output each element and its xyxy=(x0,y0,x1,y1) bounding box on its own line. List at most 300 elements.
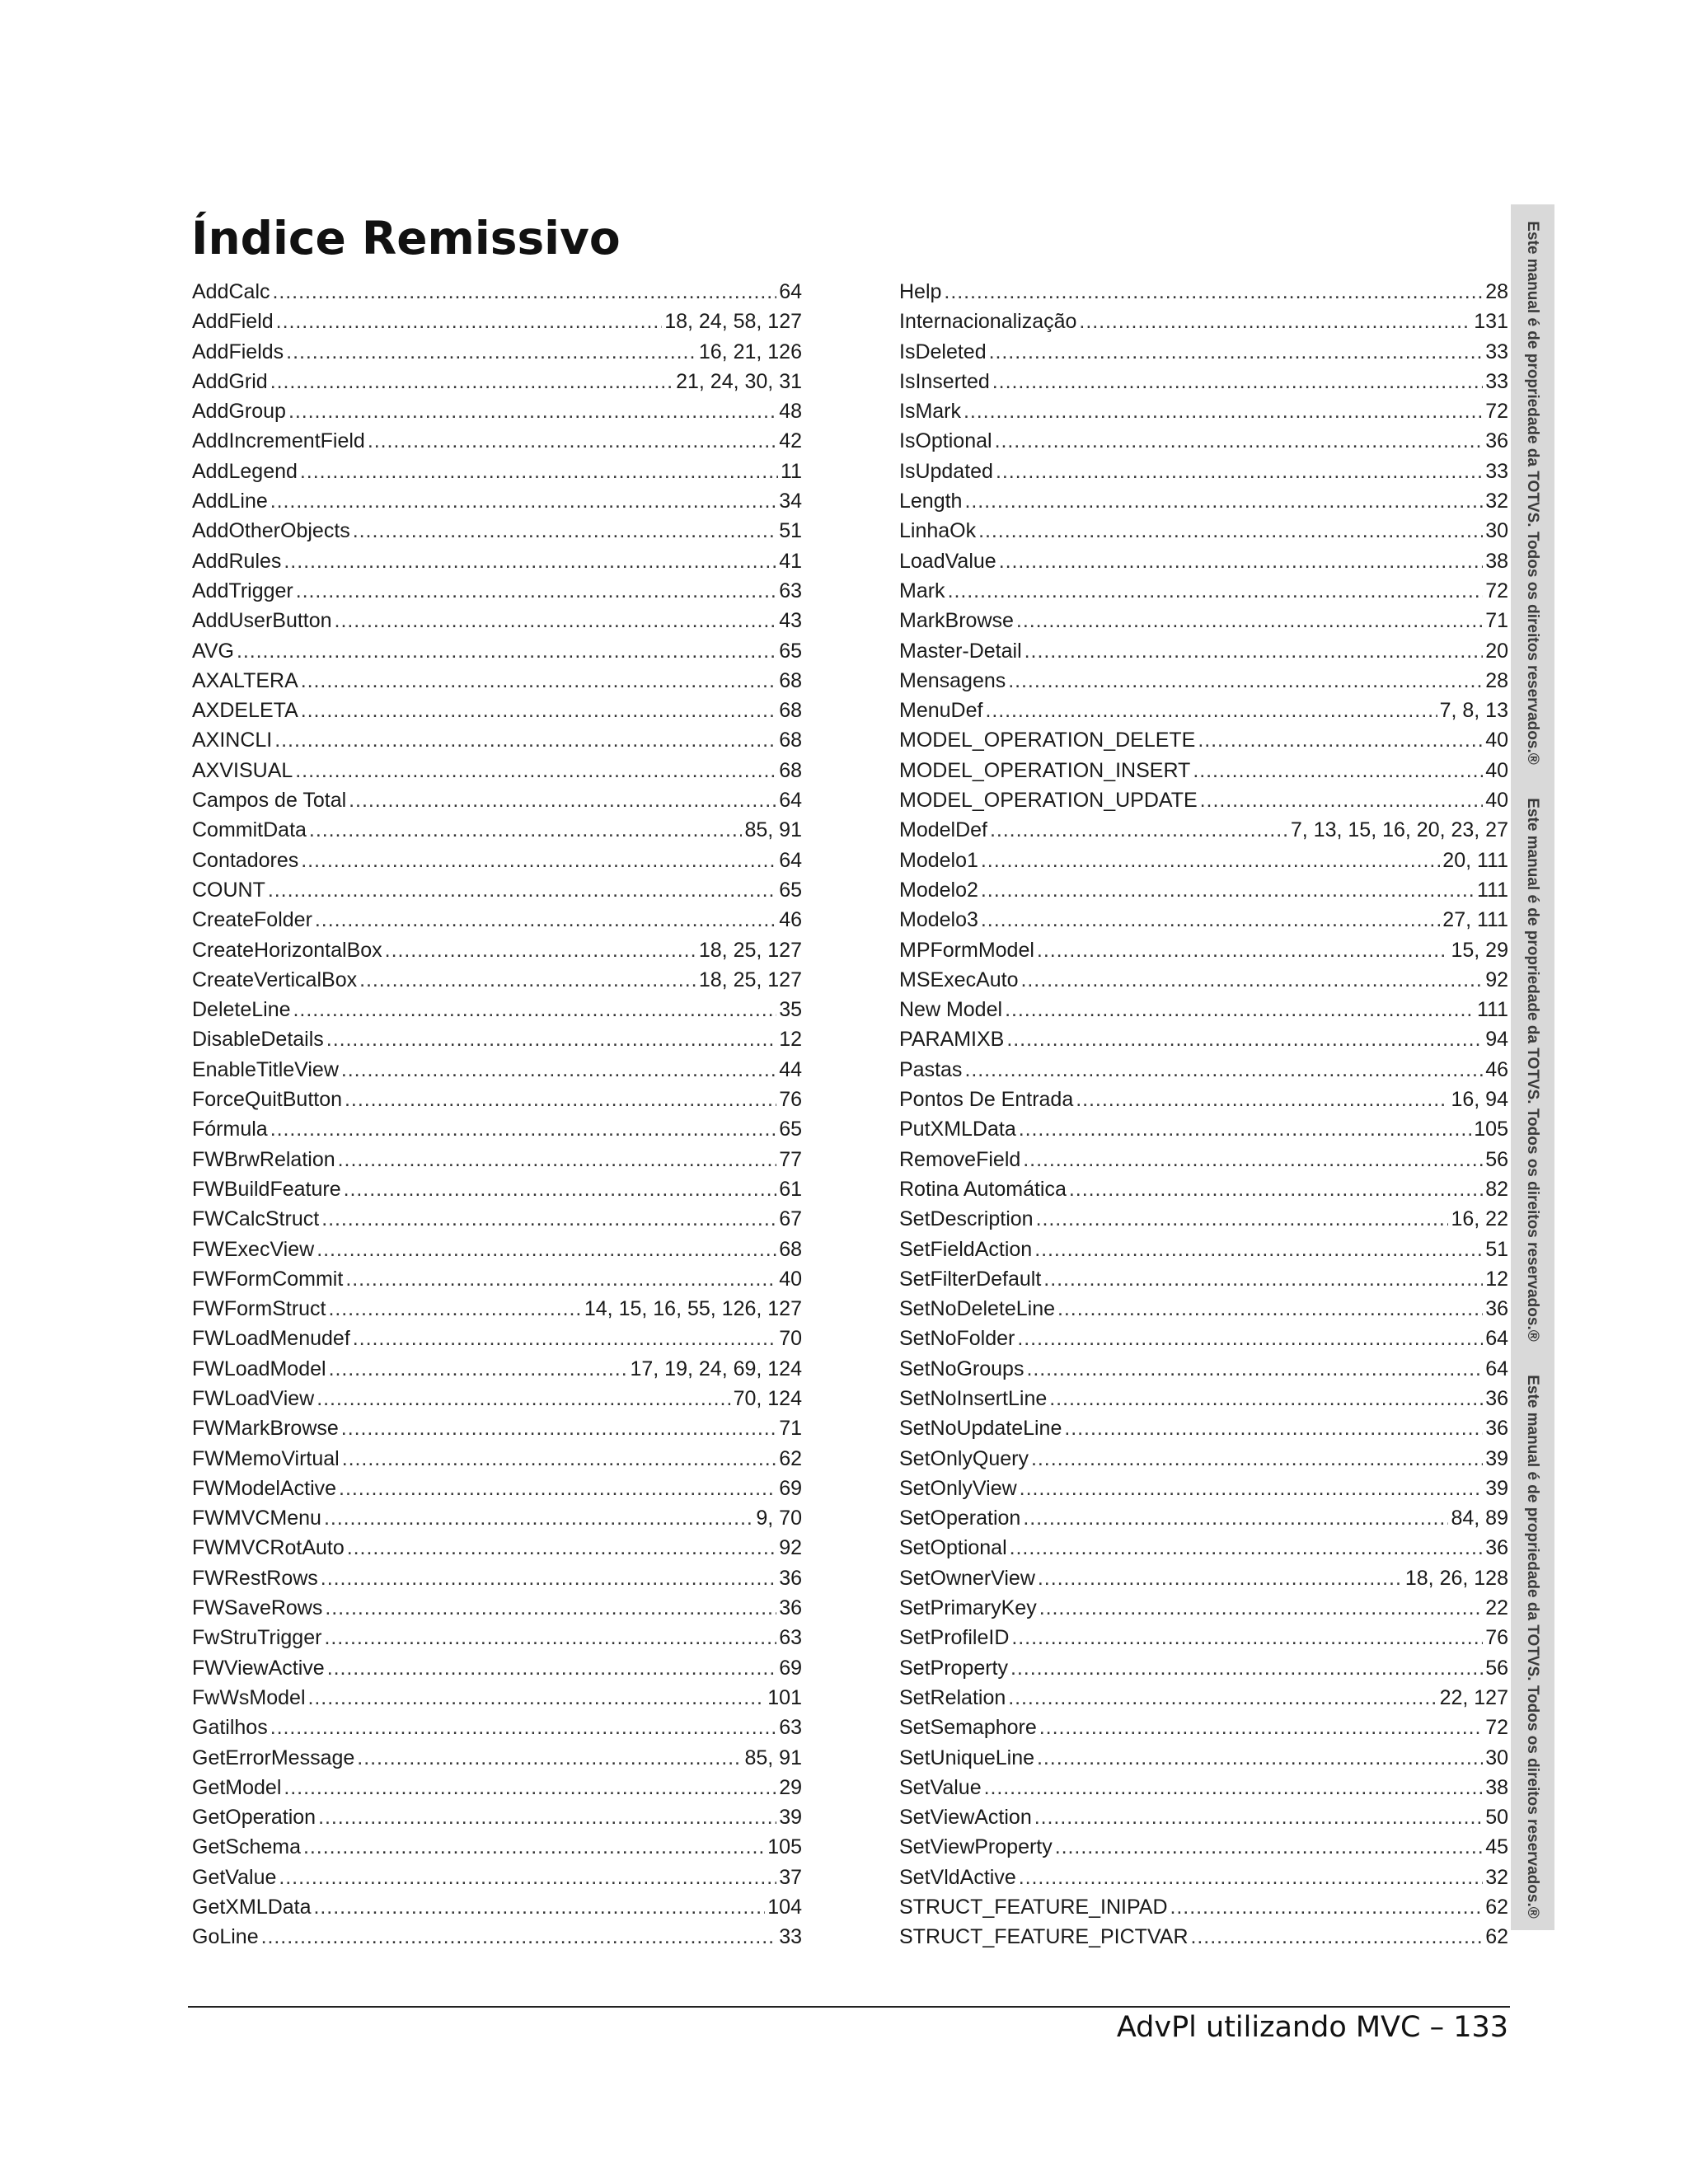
index-entry xyxy=(192,815,802,845)
index-term: Fórmula xyxy=(192,1118,268,1141)
index-entry xyxy=(192,1533,802,1563)
index-pages: 64 xyxy=(779,848,802,872)
dot-leader xyxy=(1011,1623,1483,1652)
index-entry xyxy=(899,1773,1508,1802)
index-term: MarkBrowse xyxy=(899,609,1014,633)
index-pages: 111 xyxy=(1476,998,1508,1022)
dot-leader xyxy=(273,277,777,307)
index-term: SetNoGroups xyxy=(899,1357,1025,1380)
index-term: STRUCT_FEATURE_PICTVAR xyxy=(899,1925,1189,1949)
index-pages: 82 xyxy=(1485,1177,1508,1201)
index-term: Modelo3 xyxy=(899,908,978,932)
index-entry xyxy=(899,307,1508,336)
index-term: SetProperty xyxy=(899,1656,1009,1680)
dot-leader xyxy=(325,1593,776,1623)
index-pages: 28 xyxy=(1485,668,1508,692)
index-entry xyxy=(899,1593,1508,1623)
index-entry xyxy=(192,457,802,486)
index-entry xyxy=(899,1474,1508,1503)
index-pages: 64 xyxy=(1485,1357,1508,1380)
index-entry xyxy=(192,1922,802,1952)
index-term: CommitData xyxy=(192,818,307,842)
dot-leader xyxy=(1198,725,1483,755)
index-term: FWMVCRotAuto xyxy=(192,1536,345,1560)
dot-leader xyxy=(385,935,696,965)
index-entry xyxy=(192,1683,802,1713)
index-term: CreateFolder xyxy=(192,908,312,932)
index-pages: 48 xyxy=(779,400,802,424)
dot-leader xyxy=(1017,1324,1483,1353)
dot-leader xyxy=(301,666,776,696)
index-entry xyxy=(192,1204,802,1234)
index-term: AXVISUAL xyxy=(192,758,293,782)
index-pages: 32 xyxy=(1485,490,1508,513)
index-pages: 21, 24, 30, 31 xyxy=(676,369,802,393)
dot-leader xyxy=(270,367,673,396)
index-pages: 68 xyxy=(779,668,802,692)
index-term: SetNoUpdateLine xyxy=(899,1417,1062,1441)
copyright-sidebar xyxy=(1511,204,1554,1930)
index-entry xyxy=(899,457,1508,486)
index-entry xyxy=(192,1743,802,1773)
index-pages: 94 xyxy=(1485,1028,1508,1052)
footer-rule xyxy=(188,2006,1510,2008)
dot-leader xyxy=(1069,1174,1483,1204)
index-pages: 72 xyxy=(1485,579,1508,602)
index-term: SetSemaphore xyxy=(899,1716,1037,1740)
index-pages: 92 xyxy=(779,1536,802,1560)
index-pages: 40 xyxy=(779,1267,802,1291)
dot-leader xyxy=(1006,1024,1483,1054)
index-term: IsOptional xyxy=(899,429,992,453)
index-entry xyxy=(192,337,802,367)
index-term: DeleteLine xyxy=(192,998,291,1022)
dot-leader xyxy=(324,1623,776,1652)
index-entry xyxy=(192,1324,802,1353)
index-term: SetViewAction xyxy=(899,1806,1032,1830)
dot-leader xyxy=(279,1863,776,1892)
dot-leader xyxy=(1020,1474,1484,1503)
dot-leader xyxy=(981,875,1475,905)
index-pages: 29 xyxy=(779,1775,802,1799)
index-pages: 33 xyxy=(779,1925,802,1949)
dot-leader xyxy=(341,1055,776,1085)
dot-leader xyxy=(338,1145,777,1174)
index-pages: 35 xyxy=(779,998,802,1022)
index-pages: 105 xyxy=(1474,1118,1508,1141)
dot-leader xyxy=(345,1085,776,1114)
index-term: AddIncrementField xyxy=(192,429,365,453)
index-pages: 22 xyxy=(1485,1596,1508,1620)
dot-leader xyxy=(349,785,776,815)
dot-leader xyxy=(261,1922,777,1952)
index-pages: 39 xyxy=(779,1806,802,1830)
dot-leader xyxy=(335,606,777,635)
dot-leader xyxy=(984,1773,1484,1802)
footer-page-label: AdvPl utilizando MVC – 133 xyxy=(1116,2011,1508,2044)
dot-leader xyxy=(1019,1114,1472,1144)
index-term: SetNoDeleteLine xyxy=(899,1297,1056,1321)
index-term: GetValue xyxy=(192,1865,277,1889)
index-term: FWCalcStruct xyxy=(192,1207,320,1231)
index-term: Help xyxy=(899,280,942,303)
index-pages: 51 xyxy=(779,519,802,543)
index-entry xyxy=(899,1294,1508,1324)
index-entry xyxy=(192,1802,802,1832)
copyright-notice: Este manual é de propriedade da TOTVS. Todos os direitos reservados.® xyxy=(1524,221,1541,765)
dot-leader xyxy=(1023,1503,1448,1533)
dot-leader xyxy=(1079,307,1471,336)
index-term: SetUniqueLine xyxy=(899,1746,1035,1769)
dot-leader xyxy=(1064,1413,1483,1443)
index-entry xyxy=(899,1055,1508,1085)
dot-leader xyxy=(284,1773,776,1802)
index-pages: 9, 70 xyxy=(756,1507,802,1530)
index-entry xyxy=(192,1085,802,1114)
index-pages: 36 xyxy=(1485,1386,1508,1410)
dot-leader xyxy=(1025,636,1484,666)
index-term: Modelo1 xyxy=(899,848,978,872)
dot-leader xyxy=(978,516,1483,546)
dot-leader xyxy=(1049,1384,1483,1413)
index-pages: 18, 26, 128 xyxy=(1404,1566,1508,1590)
index-term: SetFieldAction xyxy=(899,1237,1033,1261)
index-pages: 69 xyxy=(779,1476,802,1500)
index-entry xyxy=(899,396,1508,426)
index-entry xyxy=(192,576,802,606)
index-term: GetSchema xyxy=(192,1835,302,1859)
index-pages: 70 xyxy=(779,1327,802,1351)
dot-leader xyxy=(1038,1563,1403,1593)
index-term: Mensagens xyxy=(899,668,1006,692)
index-term: PARAMIXB xyxy=(899,1028,1005,1052)
index-term: CreateVerticalBox xyxy=(192,968,358,991)
index-pages: 38 xyxy=(1485,1775,1508,1799)
index-term: SetOnlyView xyxy=(899,1476,1017,1500)
index-term: MenuDef xyxy=(899,699,983,723)
index-term: FWMemoVirtual xyxy=(192,1446,340,1470)
dot-leader xyxy=(268,875,776,905)
index-term: Mark xyxy=(899,579,945,602)
index-term: FWLoadView xyxy=(192,1386,315,1410)
dot-leader xyxy=(329,1294,582,1324)
index-pages: 56 xyxy=(1485,1147,1508,1171)
index-pages: 39 xyxy=(1485,1476,1508,1500)
index-term: FWViewActive xyxy=(192,1656,325,1680)
index-term: Length xyxy=(899,490,963,513)
dot-leader xyxy=(981,905,1440,935)
index-entry xyxy=(899,1653,1508,1683)
index-pages: 84, 89 xyxy=(1451,1507,1508,1530)
index-term: GoLine xyxy=(192,1925,259,1949)
index-pages: 85, 91 xyxy=(744,818,802,842)
index-pages: 20 xyxy=(1485,639,1508,663)
index-pages: 105 xyxy=(767,1835,802,1859)
index-entry xyxy=(899,1713,1508,1742)
index-term: AXINCLI xyxy=(192,729,273,752)
index-term: FwStruTrigger xyxy=(192,1626,322,1650)
dot-leader xyxy=(1008,666,1483,696)
index-entry xyxy=(192,1892,802,1922)
index-entry xyxy=(899,516,1508,546)
dot-leader xyxy=(1005,995,1475,1024)
index-pages: 12 xyxy=(1485,1267,1508,1291)
index-entry xyxy=(899,1832,1508,1862)
dot-leader xyxy=(288,396,776,426)
dot-leader xyxy=(345,1264,776,1294)
index-pages: 62 xyxy=(1485,1925,1508,1949)
index-column-left xyxy=(192,277,802,1952)
index-entry xyxy=(192,1623,802,1652)
dot-leader xyxy=(286,337,696,367)
index-pages: 62 xyxy=(779,1446,802,1470)
index-entry xyxy=(899,1533,1508,1563)
index-pages: 45 xyxy=(1485,1835,1508,1859)
index-entry xyxy=(192,367,802,396)
dot-leader xyxy=(321,1563,776,1593)
index-entry xyxy=(192,1235,802,1264)
dot-leader xyxy=(353,516,776,546)
index-pages: 51 xyxy=(1485,1237,1508,1261)
index-entry xyxy=(192,516,802,546)
index-entry xyxy=(899,1354,1508,1384)
index-term: FWMarkBrowse xyxy=(192,1417,339,1441)
dot-leader xyxy=(237,636,776,666)
index-pages: 30 xyxy=(1485,1746,1508,1769)
index-entry xyxy=(899,1503,1508,1533)
index-pages: 36 xyxy=(1485,1297,1508,1321)
index-pages: 36 xyxy=(779,1566,802,1590)
dot-leader xyxy=(341,1413,776,1443)
dot-leader xyxy=(284,546,776,576)
index-entry xyxy=(899,606,1508,635)
index-term: GetModel xyxy=(192,1775,282,1799)
dot-leader xyxy=(301,696,776,725)
index-entry xyxy=(899,1623,1508,1652)
index-entry xyxy=(192,1384,802,1413)
index-entry xyxy=(899,666,1508,696)
index-entry xyxy=(192,1024,802,1054)
index-pages: 56 xyxy=(1485,1656,1508,1680)
index-term: LoadValue xyxy=(899,549,996,573)
index-entry xyxy=(899,935,1508,965)
dot-leader xyxy=(1055,1832,1483,1862)
index-pages: 33 xyxy=(1485,340,1508,363)
dot-leader xyxy=(985,696,1437,725)
index-term: SetNoInsertLine xyxy=(899,1386,1048,1410)
index-entry xyxy=(899,576,1508,606)
index-entry xyxy=(192,1413,802,1443)
dot-leader xyxy=(326,1024,776,1054)
dot-leader xyxy=(1021,965,1484,995)
index-pages: 65 xyxy=(779,878,802,902)
index-pages: 42 xyxy=(779,429,802,453)
dot-leader xyxy=(270,1114,777,1144)
dot-leader xyxy=(339,1474,776,1503)
index-entry xyxy=(192,725,802,755)
index-entry xyxy=(192,1055,802,1085)
index-term: GetErrorMessage xyxy=(192,1746,355,1769)
index-entry xyxy=(899,1324,1508,1353)
index-pages: 36 xyxy=(1485,1536,1508,1560)
index-term: GetOperation xyxy=(192,1806,316,1830)
index-entry xyxy=(192,1114,802,1144)
index-term: MODEL_OPERATION_DELETE xyxy=(899,729,1196,752)
index-term: SetRelation xyxy=(899,1685,1006,1709)
index-pages: 12 xyxy=(779,1028,802,1052)
index-pages: 68 xyxy=(779,1237,802,1261)
dot-leader xyxy=(964,486,1483,516)
index-entry xyxy=(899,337,1508,367)
index-entry xyxy=(899,725,1508,755)
index-pages: 17, 19, 24, 69, 124 xyxy=(630,1357,802,1380)
index-pages: 43 xyxy=(779,609,802,633)
index-term: FWLoadModel xyxy=(192,1357,326,1380)
index-pages: 11 xyxy=(781,459,802,483)
dot-leader xyxy=(357,1743,742,1773)
dot-leader xyxy=(347,1533,776,1563)
dot-leader xyxy=(1057,1294,1483,1324)
index-term: Pontos De Entrada xyxy=(899,1088,1074,1112)
dot-leader xyxy=(327,1653,777,1683)
index-entry xyxy=(899,1892,1508,1922)
index-entry xyxy=(192,785,802,815)
index-term: AddLine xyxy=(192,490,268,513)
index-term: IsInserted xyxy=(899,369,990,393)
index-term: AVG xyxy=(192,639,234,663)
index-term: Contadores xyxy=(192,848,299,872)
index-pages: 61 xyxy=(779,1177,802,1201)
index-entry xyxy=(899,815,1508,845)
dot-leader xyxy=(353,1324,776,1353)
index-entry xyxy=(899,1743,1508,1773)
index-term: SetOwnerView xyxy=(899,1566,1035,1590)
index-pages: 68 xyxy=(779,699,802,723)
index-term: AddTrigger xyxy=(192,579,293,602)
dot-leader xyxy=(270,1713,776,1742)
index-pages: 18, 25, 127 xyxy=(698,938,802,962)
dot-leader xyxy=(324,1503,753,1533)
index-pages: 63 xyxy=(779,1716,802,1740)
index-pages: 63 xyxy=(779,579,802,602)
index-term: IsUpdated xyxy=(899,459,993,483)
index-entry xyxy=(899,846,1508,875)
index-pages: 65 xyxy=(779,1118,802,1141)
dot-leader xyxy=(301,846,776,875)
index-term: COUNT xyxy=(192,878,265,902)
index-pages: 104 xyxy=(767,1896,802,1919)
dot-leader xyxy=(1039,1713,1483,1742)
index-entry xyxy=(192,277,802,307)
index-term: SetOperation xyxy=(899,1507,1021,1530)
index-entry xyxy=(899,905,1508,935)
index-pages: 71 xyxy=(1485,609,1508,633)
index-entry xyxy=(899,1802,1508,1832)
index-pages: 77 xyxy=(779,1147,802,1171)
index-entry xyxy=(192,1174,802,1204)
index-term: AddGrid xyxy=(192,369,268,393)
index-term: AddFields xyxy=(192,340,284,363)
index-term: SetDescription xyxy=(899,1207,1034,1231)
index-column-right xyxy=(899,277,1508,1952)
index-entry xyxy=(899,1204,1508,1234)
dot-leader xyxy=(964,396,1483,426)
index-term: FWModelActive xyxy=(192,1476,337,1500)
index-term: GetXMLData xyxy=(192,1896,312,1919)
index-term: PutXMLData xyxy=(899,1118,1016,1141)
index-entry xyxy=(192,486,802,516)
dot-leader xyxy=(359,965,696,995)
index-pages: 72 xyxy=(1485,1716,1508,1740)
index-entry xyxy=(899,1235,1508,1264)
dot-leader xyxy=(1010,1653,1483,1683)
index-entry xyxy=(192,935,802,965)
index-entry xyxy=(899,995,1508,1024)
dot-leader xyxy=(1034,1235,1483,1264)
index-pages: 36 xyxy=(1485,429,1508,453)
index-pages: 30 xyxy=(1485,519,1508,543)
index-term: SetNoFolder xyxy=(899,1327,1015,1351)
dot-leader xyxy=(314,1892,766,1922)
index-term: LinhaOk xyxy=(899,519,977,543)
index-entry xyxy=(192,1444,802,1474)
index-pages: 27, 111 xyxy=(1442,908,1508,932)
page-title: Índice Remissivo xyxy=(191,212,621,265)
dot-leader xyxy=(368,426,776,456)
dot-leader xyxy=(295,756,776,785)
index-pages: 34 xyxy=(779,490,802,513)
dot-leader xyxy=(1200,785,1484,815)
dot-leader xyxy=(309,815,743,845)
dot-leader xyxy=(996,457,1483,486)
dot-leader xyxy=(316,1235,776,1264)
index-entry xyxy=(192,1563,802,1593)
index-pages: 50 xyxy=(1485,1806,1508,1830)
dot-leader xyxy=(296,576,776,606)
index-term: ForceQuitButton xyxy=(192,1088,343,1112)
index-pages: 85, 91 xyxy=(744,1746,802,1769)
index-term: Rotina Automática xyxy=(899,1177,1067,1201)
copyright-notice: Este manual é de propriedade da TOTVS. Todos os direitos reservados.® xyxy=(1524,1375,1541,1919)
index-pages: 64 xyxy=(779,280,802,303)
dot-leader xyxy=(1039,1593,1483,1623)
index-term: AddOtherObjects xyxy=(192,519,350,543)
dot-leader xyxy=(1031,1444,1483,1474)
dot-leader xyxy=(990,815,1288,845)
index-term: FWLoadMenudef xyxy=(192,1327,350,1351)
index-entry xyxy=(192,636,802,666)
dot-leader xyxy=(1193,756,1483,785)
dot-leader xyxy=(1010,1533,1484,1563)
index-term: SetFilterDefault xyxy=(899,1267,1042,1291)
index-entry xyxy=(192,1145,802,1174)
index-entry xyxy=(899,696,1508,725)
index-term: Gatilhos xyxy=(192,1716,268,1740)
dot-leader xyxy=(1037,935,1449,965)
dot-leader xyxy=(964,1055,1483,1085)
index-entry xyxy=(899,367,1508,396)
index-term: Pastas xyxy=(899,1057,963,1081)
index-entry xyxy=(192,1264,802,1294)
index-pages: 39 xyxy=(1485,1446,1508,1470)
dot-leader xyxy=(1023,1145,1483,1174)
index-term: SetOnlyQuery xyxy=(899,1446,1029,1470)
dot-leader xyxy=(992,367,1483,396)
index-entry xyxy=(899,1444,1508,1474)
index-term: SetOptional xyxy=(899,1536,1007,1560)
index-entry xyxy=(899,1683,1508,1713)
dot-leader xyxy=(999,546,1483,576)
